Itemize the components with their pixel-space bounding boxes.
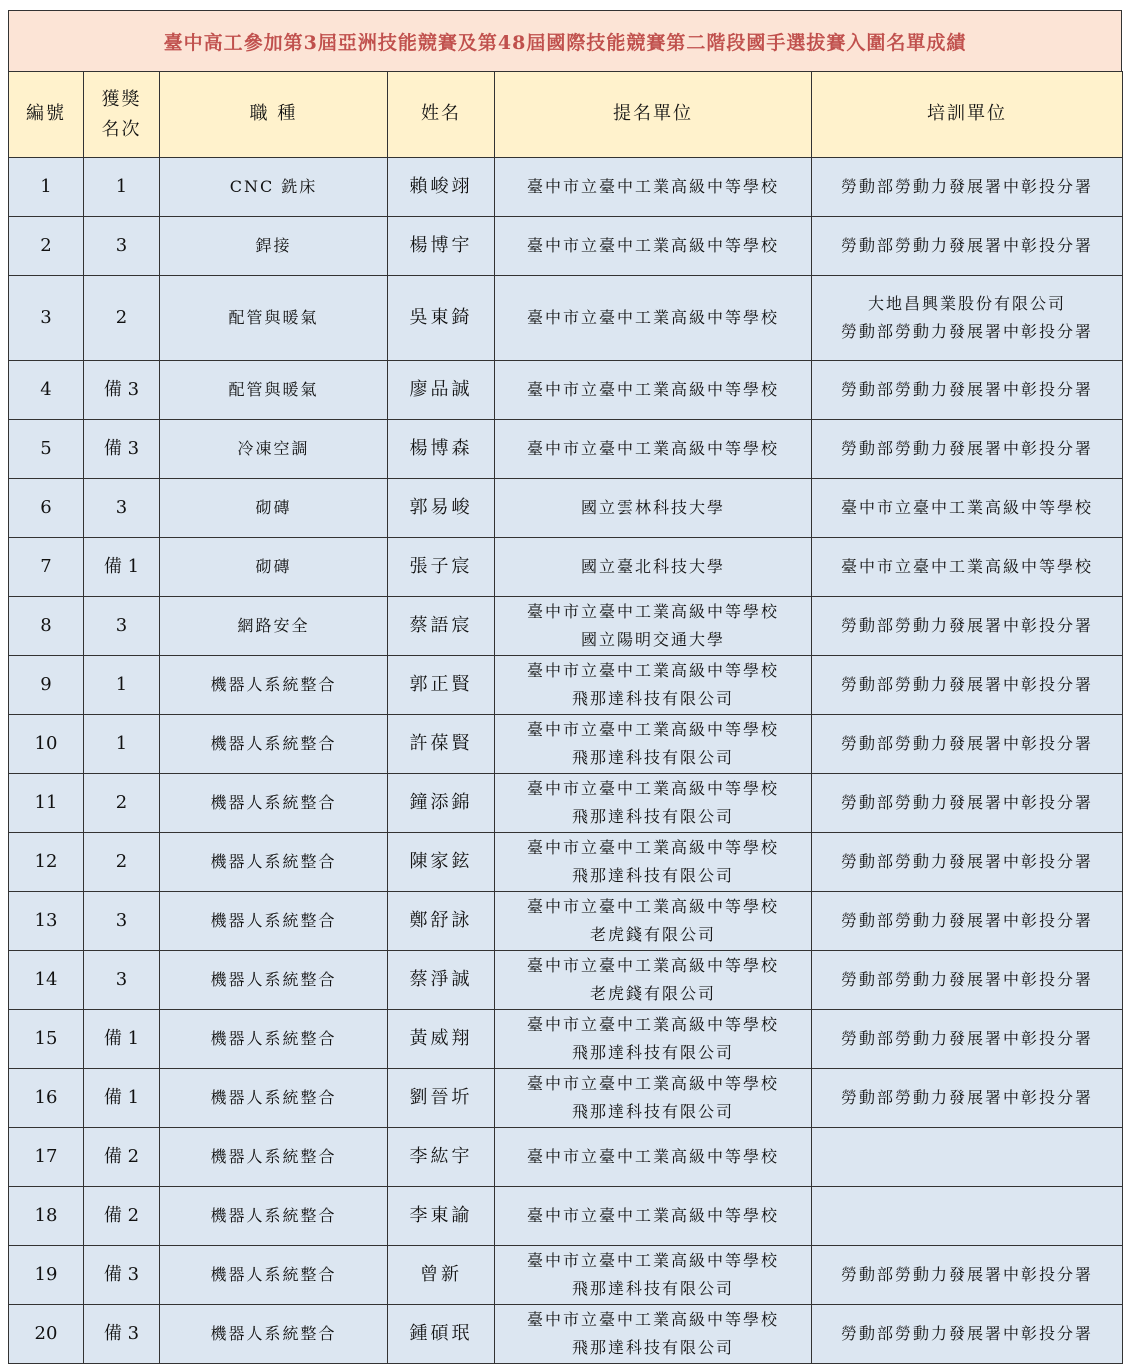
trainer-line: 勞動部勞動力發展署中彰投分署 bbox=[840, 322, 1093, 341]
trainer-line: 勞動部勞動力發展署中彰投分署 bbox=[840, 1029, 1093, 1048]
nominator-line: 臺中市立臺中工業高級中等學校 bbox=[526, 720, 779, 739]
cell-rank: 備 3 bbox=[84, 420, 160, 479]
cell-nominator bbox=[495, 951, 812, 1010]
trainer-line: 臺中市立臺中工業高級中等學校 bbox=[840, 557, 1093, 576]
header-nominator: 提名單位 bbox=[495, 72, 812, 158]
cell-trade: 機器人系統整合 bbox=[160, 774, 388, 833]
cell-trade: 機器人系統整合 bbox=[160, 1128, 388, 1187]
cell-trade: 配管與暖氣 bbox=[160, 276, 388, 361]
nominator-line: 飛那達科技有限公司 bbox=[571, 689, 734, 708]
trainer-line: 臺中市立臺中工業高級中等學校 bbox=[840, 498, 1093, 517]
table-row bbox=[9, 538, 1123, 597]
cell-no: 13 bbox=[9, 892, 84, 951]
table-row bbox=[9, 158, 1123, 217]
table-row bbox=[9, 1187, 1123, 1246]
table-row bbox=[9, 217, 1123, 276]
cell-nominator bbox=[495, 715, 812, 774]
nominator-line: 臺中市立臺中工業高級中等學校 bbox=[526, 308, 779, 327]
nominator-line: 飛那達科技有限公司 bbox=[571, 1279, 734, 1298]
cell-trade: 機器人系統整合 bbox=[160, 656, 388, 715]
cell-no: 15 bbox=[9, 1010, 84, 1069]
cell-no: 17 bbox=[9, 1128, 84, 1187]
cell-no: 1 bbox=[9, 158, 84, 217]
cell-trainer bbox=[812, 158, 1123, 217]
cell-name: 陳家鉉 bbox=[388, 833, 495, 892]
cell-trade: 機器人系統整合 bbox=[160, 715, 388, 774]
nominator-line: 飛那達科技有限公司 bbox=[571, 748, 734, 767]
cell-name: 李東諭 bbox=[388, 1187, 495, 1246]
cell-trainer bbox=[812, 1246, 1123, 1305]
nominator-line: 臺中市立臺中工業高級中等學校 bbox=[526, 602, 779, 621]
cell-trainer bbox=[812, 361, 1123, 420]
nominator-line: 臺中市立臺中工業高級中等學校 bbox=[526, 779, 779, 798]
cell-no: 20 bbox=[9, 1305, 84, 1364]
cell-nominator bbox=[495, 1010, 812, 1069]
header-rank bbox=[84, 72, 160, 158]
nominator-line: 老虎錢有限公司 bbox=[589, 984, 716, 1003]
nominator-line: 臺中市立臺中工業高級中等學校 bbox=[526, 1206, 779, 1225]
table-row bbox=[9, 1069, 1123, 1128]
cell-trade: 網路安全 bbox=[160, 597, 388, 656]
cell-nominator bbox=[495, 420, 812, 479]
cell-nominator bbox=[495, 1187, 812, 1246]
cell-no: 7 bbox=[9, 538, 84, 597]
table-body bbox=[9, 158, 1123, 1364]
trainer-line: 勞動部勞動力發展署中彰投分署 bbox=[840, 177, 1093, 196]
cell-nominator bbox=[495, 361, 812, 420]
cell-trainer bbox=[812, 217, 1123, 276]
table-row bbox=[9, 833, 1123, 892]
nominator-line: 臺中市立臺中工業高級中等學校 bbox=[526, 897, 779, 916]
cell-no: 10 bbox=[9, 715, 84, 774]
cell-trade: 機器人系統整合 bbox=[160, 1010, 388, 1069]
cell-nominator bbox=[495, 833, 812, 892]
header-rank-line2: 名次 bbox=[101, 118, 142, 140]
cell-name: 鐘添錦 bbox=[388, 774, 495, 833]
cell-no: 2 bbox=[9, 217, 84, 276]
cell-no: 9 bbox=[9, 656, 84, 715]
cell-rank: 備 1 bbox=[84, 538, 160, 597]
trainer-line: 勞動部勞動力發展署中彰投分署 bbox=[840, 1324, 1093, 1343]
cell-trainer bbox=[812, 1128, 1123, 1187]
table-row bbox=[9, 479, 1123, 538]
cell-trainer bbox=[812, 1010, 1123, 1069]
cell-nominator bbox=[495, 774, 812, 833]
cell-trainer bbox=[812, 597, 1123, 656]
cell-trainer bbox=[812, 892, 1123, 951]
nominator-line: 國立雲林科技大學 bbox=[580, 498, 725, 517]
trainer-line: 勞動部勞動力發展署中彰投分署 bbox=[840, 439, 1093, 458]
table-row bbox=[9, 420, 1123, 479]
cell-trade: 機器人系統整合 bbox=[160, 833, 388, 892]
nominator-line: 臺中市立臺中工業高級中等學校 bbox=[526, 1074, 779, 1093]
cell-trainer bbox=[812, 1187, 1123, 1246]
header-trainer: 培訓單位 bbox=[812, 72, 1123, 158]
cell-no: 12 bbox=[9, 833, 84, 892]
cell-trainer bbox=[812, 276, 1123, 361]
cell-rank: 2 bbox=[84, 774, 160, 833]
nominator-line: 老虎錢有限公司 bbox=[589, 925, 716, 944]
cell-name: 郭易峻 bbox=[388, 479, 495, 538]
header-row bbox=[9, 72, 1123, 158]
nominator-line: 飛那達科技有限公司 bbox=[571, 1338, 734, 1357]
cell-rank: 備 3 bbox=[84, 1246, 160, 1305]
cell-name: 黃威翔 bbox=[388, 1010, 495, 1069]
cell-name: 廖品誠 bbox=[388, 361, 495, 420]
cell-rank: 備 3 bbox=[84, 1305, 160, 1364]
cell-trainer bbox=[812, 656, 1123, 715]
table-row bbox=[9, 1128, 1123, 1187]
cell-rank: 3 bbox=[84, 892, 160, 951]
trainer-line: 勞動部勞動力發展署中彰投分署 bbox=[840, 616, 1093, 635]
cell-trade: 機器人系統整合 bbox=[160, 1069, 388, 1128]
cell-name: 蔡語宸 bbox=[388, 597, 495, 656]
cell-name: 楊博森 bbox=[388, 420, 495, 479]
cell-trade: 銲接 bbox=[160, 217, 388, 276]
table-row bbox=[9, 1305, 1123, 1364]
cell-rank: 備 2 bbox=[84, 1128, 160, 1187]
cell-trainer bbox=[812, 951, 1123, 1010]
nominator-line: 飛那達科技有限公司 bbox=[571, 1043, 734, 1062]
trainer-line: 勞動部勞動力發展署中彰投分署 bbox=[840, 734, 1093, 753]
cell-trade: 機器人系統整合 bbox=[160, 1187, 388, 1246]
results-document bbox=[8, 10, 1122, 1364]
nominator-line: 臺中市立臺中工業高級中等學校 bbox=[526, 838, 779, 857]
table-row bbox=[9, 276, 1123, 361]
cell-trainer bbox=[812, 1069, 1123, 1128]
cell-rank: 2 bbox=[84, 833, 160, 892]
nominator-line: 臺中市立臺中工業高級中等學校 bbox=[526, 1310, 779, 1329]
document-title: 臺中高工參加第3屆亞洲技能競賽及第48屆國際技能競賽第二階段國手選拔賽入圍名單成績 bbox=[8, 10, 1122, 71]
cell-nominator bbox=[495, 538, 812, 597]
nominator-line: 臺中市立臺中工業高級中等學校 bbox=[526, 439, 779, 458]
cell-rank: 3 bbox=[84, 951, 160, 1010]
cell-nominator bbox=[495, 217, 812, 276]
trainer-line: 勞動部勞動力發展署中彰投分署 bbox=[840, 1265, 1093, 1284]
cell-no: 18 bbox=[9, 1187, 84, 1246]
nominator-line: 國立陽明交通大學 bbox=[580, 630, 725, 649]
cell-nominator bbox=[495, 892, 812, 951]
nominator-line: 飛那達科技有限公司 bbox=[571, 807, 734, 826]
results-table bbox=[8, 71, 1123, 1364]
cell-trade: 砌磚 bbox=[160, 538, 388, 597]
trainer-line: 大地昌興業股份有限公司 bbox=[867, 294, 1066, 313]
cell-trade: 機器人系統整合 bbox=[160, 1305, 388, 1364]
cell-name: 蔡淨誠 bbox=[388, 951, 495, 1010]
cell-trade: CNC 銑床 bbox=[160, 158, 388, 217]
trainer-line: 勞動部勞動力發展署中彰投分署 bbox=[840, 911, 1093, 930]
cell-name: 吳東錡 bbox=[388, 276, 495, 361]
cell-rank: 1 bbox=[84, 158, 160, 217]
cell-rank: 1 bbox=[84, 656, 160, 715]
cell-trade: 砌磚 bbox=[160, 479, 388, 538]
cell-name: 李紘宇 bbox=[388, 1128, 495, 1187]
cell-nominator bbox=[495, 1246, 812, 1305]
nominator-line: 飛那達科技有限公司 bbox=[571, 866, 734, 885]
cell-trade: 機器人系統整合 bbox=[160, 951, 388, 1010]
table-row bbox=[9, 597, 1123, 656]
cell-no: 8 bbox=[9, 597, 84, 656]
nominator-line: 國立臺北科技大學 bbox=[580, 557, 725, 576]
cell-rank: 3 bbox=[84, 597, 160, 656]
cell-rank: 1 bbox=[84, 715, 160, 774]
trainer-line: 勞動部勞動力發展署中彰投分署 bbox=[840, 380, 1093, 399]
table-row bbox=[9, 951, 1123, 1010]
table-row bbox=[9, 1246, 1123, 1305]
cell-name: 張子宸 bbox=[388, 538, 495, 597]
cell-no: 19 bbox=[9, 1246, 84, 1305]
cell-nominator bbox=[495, 1128, 812, 1187]
nominator-line: 飛那達科技有限公司 bbox=[571, 1102, 734, 1121]
cell-nominator bbox=[495, 656, 812, 715]
trainer-line: 勞動部勞動力發展署中彰投分署 bbox=[840, 852, 1093, 871]
nominator-line: 臺中市立臺中工業高級中等學校 bbox=[526, 956, 779, 975]
cell-nominator bbox=[495, 1305, 812, 1364]
cell-trainer bbox=[812, 715, 1123, 774]
cell-name: 鄭舒詠 bbox=[388, 892, 495, 951]
nominator-line: 臺中市立臺中工業高級中等學校 bbox=[526, 1015, 779, 1034]
header-rank-line1: 獲獎 bbox=[101, 88, 142, 110]
table-row bbox=[9, 656, 1123, 715]
trainer-line: 勞動部勞動力發展署中彰投分署 bbox=[840, 793, 1093, 812]
cell-no: 11 bbox=[9, 774, 84, 833]
cell-trainer bbox=[812, 420, 1123, 479]
cell-no: 3 bbox=[9, 276, 84, 361]
cell-nominator bbox=[495, 276, 812, 361]
cell-trade: 配管與暖氣 bbox=[160, 361, 388, 420]
cell-no: 4 bbox=[9, 361, 84, 420]
cell-nominator bbox=[495, 597, 812, 656]
cell-rank: 備 1 bbox=[84, 1010, 160, 1069]
cell-rank: 3 bbox=[84, 217, 160, 276]
cell-name: 劉晉圻 bbox=[388, 1069, 495, 1128]
header-trade: 職 種 bbox=[160, 72, 388, 158]
cell-no: 5 bbox=[9, 420, 84, 479]
nominator-line: 臺中市立臺中工業高級中等學校 bbox=[526, 1251, 779, 1270]
cell-nominator bbox=[495, 479, 812, 538]
trainer-line: 勞動部勞動力發展署中彰投分署 bbox=[840, 675, 1093, 694]
trainer-line: 勞動部勞動力發展署中彰投分署 bbox=[840, 970, 1093, 989]
nominator-line: 臺中市立臺中工業高級中等學校 bbox=[526, 1147, 779, 1166]
cell-trainer bbox=[812, 1305, 1123, 1364]
table-row bbox=[9, 715, 1123, 774]
cell-trade: 機器人系統整合 bbox=[160, 1246, 388, 1305]
cell-rank: 備 3 bbox=[84, 361, 160, 420]
cell-no: 6 bbox=[9, 479, 84, 538]
cell-trainer bbox=[812, 479, 1123, 538]
cell-name: 楊博宇 bbox=[388, 217, 495, 276]
table-row bbox=[9, 361, 1123, 420]
header-name: 姓名 bbox=[388, 72, 495, 158]
nominator-line: 臺中市立臺中工業高級中等學校 bbox=[526, 236, 779, 255]
cell-trainer bbox=[812, 774, 1123, 833]
nominator-line: 臺中市立臺中工業高級中等學校 bbox=[526, 661, 779, 680]
cell-rank: 2 bbox=[84, 276, 160, 361]
trainer-line: 勞動部勞動力發展署中彰投分署 bbox=[840, 236, 1093, 255]
cell-rank: 3 bbox=[84, 479, 160, 538]
cell-no: 16 bbox=[9, 1069, 84, 1128]
header-no: 編號 bbox=[9, 72, 84, 158]
cell-name: 郭正賢 bbox=[388, 656, 495, 715]
table-row bbox=[9, 892, 1123, 951]
cell-no: 14 bbox=[9, 951, 84, 1010]
cell-trainer bbox=[812, 833, 1123, 892]
cell-trade: 機器人系統整合 bbox=[160, 892, 388, 951]
trainer-line: 勞動部勞動力發展署中彰投分署 bbox=[840, 1088, 1093, 1107]
nominator-line: 臺中市立臺中工業高級中等學校 bbox=[526, 177, 779, 196]
cell-rank: 備 2 bbox=[84, 1187, 160, 1246]
cell-name: 賴峻翊 bbox=[388, 158, 495, 217]
nominator-line: 臺中市立臺中工業高級中等學校 bbox=[526, 380, 779, 399]
cell-trade: 冷凍空調 bbox=[160, 420, 388, 479]
cell-name: 曾新 bbox=[388, 1246, 495, 1305]
cell-rank: 備 1 bbox=[84, 1069, 160, 1128]
cell-nominator bbox=[495, 1069, 812, 1128]
cell-name: 鍾碩珉 bbox=[388, 1305, 495, 1364]
cell-trainer bbox=[812, 538, 1123, 597]
cell-nominator bbox=[495, 158, 812, 217]
table-row bbox=[9, 1010, 1123, 1069]
cell-name: 許葆賢 bbox=[388, 715, 495, 774]
table-row bbox=[9, 774, 1123, 833]
